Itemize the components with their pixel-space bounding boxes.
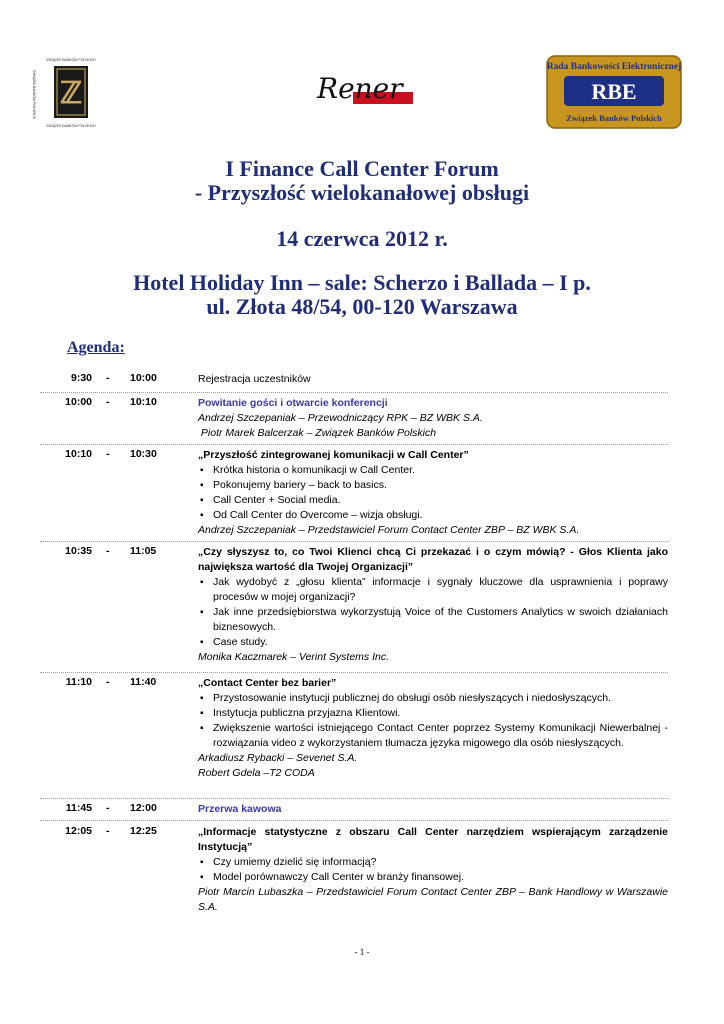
- event-address: ul. Złota 48/54, 00-120 Warszawa: [206, 294, 518, 319]
- end-time: 10:10: [130, 396, 157, 408]
- bullet-item: ▪ Przystosowanie instytucji publicznej do obsługi osób niesłyszących i niedosłyszących.: [198, 691, 668, 706]
- bullet-item: ▪ Zwiększenie wartości istniejącego Contact Center poprzez Systemy Komunikacji Niewerbalnej - rozwiązania video z wykorzystaniem tłumacza języka migowego dla osób niesłyszących.: [198, 721, 668, 751]
- session-title: Rejestracja uczestników: [198, 373, 311, 385]
- row-divider: [40, 820, 668, 821]
- zbp-logo: [24, 58, 110, 128]
- zbp-logo-text-bottom: ZWIĄZEK BANKÓW POLSKICH: [46, 124, 96, 128]
- session-title: Powitanie gości i otwarcie konferencji: [198, 397, 388, 409]
- rener-logo: [313, 70, 417, 112]
- start-time: 10:35: [65, 545, 92, 557]
- session-content: [198, 396, 668, 441]
- speaker: Arkadiusz Rybacki – Sevenet S.A.: [198, 752, 358, 764]
- time-dash: -: [106, 825, 110, 837]
- rbe-logo-badge: RBE: [591, 79, 637, 104]
- speaker: Monika Kaczmarek – Verint Systems Inc.: [198, 651, 390, 663]
- bullet-list: [198, 691, 668, 751]
- session-content: [198, 825, 668, 915]
- event-title: I Finance Call Center Forum: [225, 156, 499, 181]
- page-number: - 1 -: [354, 947, 370, 957]
- start-time: 11:45: [65, 802, 92, 814]
- session-content: [198, 545, 668, 665]
- bullet-item: ▪ Call Center + Social media.: [198, 493, 668, 508]
- rener-logo-text: Rener: [317, 72, 403, 105]
- row-divider: [40, 444, 668, 445]
- time-dash: -: [106, 802, 110, 814]
- start-time: 9:30: [70, 372, 92, 384]
- end-time: 11:40: [130, 676, 157, 688]
- zbp-logo-text-left: ZWIĄZEK BANKÓW POLSKICH: [32, 70, 36, 120]
- event-subtitle: - Przyszłość wielokanałowej obsługi: [194, 180, 530, 205]
- session-title: „Czy słyszysz to, co Twoi Klienci chcą Ci przekazać i o czym mówią? - Głos Klienta jako największa wartość dla Twojej Organizacji”: [198, 546, 668, 573]
- bullet-item: ▪ Jak wydobyć z „głosu klienta” informacje i sygnały kluczowe dla usprawnienia i poprawy procesów w mojej organizacji?: [198, 575, 668, 605]
- session-title: Przerwa kawowa: [198, 803, 282, 815]
- bullet-item: ▪ Instytucja publiczna przyjazna Klientowi.: [198, 706, 668, 721]
- speaker: Andrzej Szczepaniak – Przedstawiciel Forum Contact Center ZBP – BZ WBK S.A.: [198, 524, 580, 536]
- session-title: „Informacje statystyczne z obszaru Call Center narzędziem wspierającym zarządzenie Instytucją”: [198, 826, 668, 853]
- event-venue: Hotel Holiday Inn – sale: Scherzo i Ballada – I p.: [133, 270, 591, 295]
- rbe-logo: [546, 55, 682, 129]
- time-dash: -: [106, 372, 110, 384]
- bullet-list: [198, 575, 668, 650]
- row-divider: [40, 541, 668, 542]
- start-time: 11:10: [65, 676, 92, 688]
- bullet-list: [198, 855, 668, 885]
- speaker: Robert Gdela –T2 CODA: [198, 767, 315, 779]
- session-title: „Contact Center bez barier”: [198, 677, 337, 689]
- time-dash: -: [106, 676, 110, 688]
- row-divider: [40, 798, 668, 799]
- event-date: 14 czerwca 2012 r.: [276, 226, 448, 251]
- start-time: 10:00: [65, 396, 92, 408]
- start-time: 10:10: [65, 448, 92, 460]
- bullet-item: ▪ Pokonujemy bariery – back to basics.: [198, 478, 668, 493]
- start-time: 12:05: [65, 825, 92, 837]
- end-time: 12:25: [130, 825, 157, 837]
- session-content: [198, 448, 668, 538]
- rbe-logo-bottom-text: Związek Banków Polskich: [566, 113, 662, 123]
- time-dash: -: [106, 545, 110, 557]
- end-time: 10:30: [130, 448, 157, 460]
- row-divider: [40, 392, 668, 393]
- session-title: „Przyszłość zintegrowanej komunikacji w Call Center”: [198, 449, 469, 461]
- end-time: 11:05: [130, 545, 157, 557]
- speaker: Piotr Marek Balcerzak – Związek Banków Polskich: [198, 427, 437, 439]
- time-dash: -: [106, 396, 110, 408]
- bullet-item: ▪ Krótka historia o komunikacji w Call Center.: [198, 463, 668, 478]
- zbp-logo-text-top: ZWIĄZEK BANKÓW POLSKICH: [46, 58, 96, 62]
- time-dash: -: [106, 448, 110, 460]
- bullet-list: [198, 463, 668, 523]
- agenda-heading: Agenda:: [67, 339, 125, 356]
- session-content: [198, 372, 668, 387]
- bullet-item: ▪ Jak inne przedsiębiorstwa wykorzystują Voice of the Customers Analytics w swoich działaniach biznesowych.: [198, 605, 668, 635]
- row-divider: [40, 672, 668, 673]
- rbe-logo-top-text: Rada Bankowości Elektronicznej: [546, 62, 682, 72]
- session-content: [198, 802, 668, 817]
- session-content: [198, 676, 668, 781]
- end-time: 10:00: [130, 372, 157, 384]
- bullet-item: ▪ Czy umiemy dzielić się informacją?: [198, 855, 668, 870]
- speaker: Andrzej Szczepaniak – Przewodniczący RPK – BZ WBK S.A.: [198, 412, 483, 424]
- bullet-item: ▪ Model porównawczy Call Center w branży finansowej.: [198, 870, 668, 885]
- bullet-item: ▪ Case study.: [198, 635, 668, 650]
- speaker: Piotr Marcin Lubaszka – Przedstawiciel Forum Contact Center ZBP – Bank Handlowy w Warszawie S.A.: [198, 886, 668, 913]
- svg-text:ℤ: ℤ: [59, 77, 83, 110]
- end-time: 12:00: [130, 802, 157, 814]
- bullet-item: ▪ Od Call Center do Overcome – wizja obsługi.: [198, 508, 668, 523]
